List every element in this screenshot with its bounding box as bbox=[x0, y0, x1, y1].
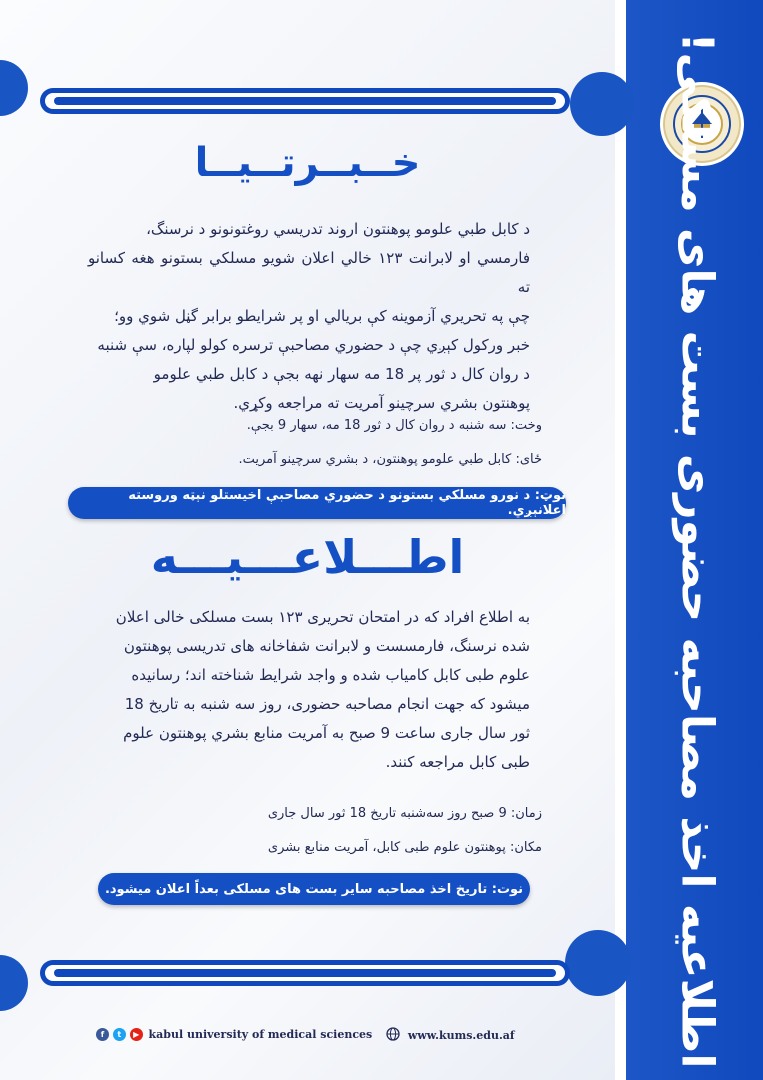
dari-place: مکان: پوهنتون علوم طبی کابل، آمریت منابع بشری bbox=[267, 840, 542, 855]
side-title: اطلاعیه اخذ مصاحبه حضوری بست های مسلکی! bbox=[671, 32, 723, 1068]
dari-paragraph bbox=[88, 603, 530, 777]
deco-bar-top bbox=[40, 88, 570, 114]
pashto-line: خبر ورکول کېږي چې د حضوري مصاحبې ترسره کولو لپاره، سې شنبه bbox=[97, 336, 530, 354]
dari-line: شده نرسنگ، فارمسست و لابرانت شفاخانه های تدریسی پوهنتون bbox=[123, 637, 530, 655]
dari-line: میشود که جهت انجام مصاحبه حضوری، روز سه شنبه به تاریخ 18 bbox=[124, 695, 530, 713]
pashto-note-pill: نوټ: د نورو مسلکي بستونو د حضوري مصاحبې اخيستلو نېټه وروسته اعلانېږي. bbox=[68, 487, 566, 519]
pashto-line: پوهنتون بشري سرچينو آمريت ته مراجعه وکړي. bbox=[233, 394, 530, 412]
dari-line: ثور سال جاری ساعت 9 صبح به آمریت منابع بشري پوهنتون علوم bbox=[123, 724, 530, 742]
pashto-time: وخت: سه شنبه د روان کال د ثور 18 مه، سهار 9 بجې. bbox=[246, 418, 542, 433]
footer bbox=[0, 1024, 615, 1046]
dari-line: طبی کابل مراجعه کنند. bbox=[385, 753, 530, 771]
pashto-line: د کابل طبي علومو پوهنتون اروند تدريسي روغتونونو د نرسنگ، bbox=[146, 220, 530, 238]
website-link[interactable]: www.kums.edu.af bbox=[407, 1029, 515, 1042]
side-title-container bbox=[652, 32, 742, 1068]
dari-heading: اطـــلاعـــیـــه bbox=[150, 530, 465, 584]
white-strip bbox=[615, 0, 626, 1080]
deco-bar-bottom bbox=[40, 960, 570, 986]
pashto-paragraph bbox=[88, 215, 530, 418]
globe-icon bbox=[386, 1027, 400, 1044]
dari-line: علوم طبی کابل کامیاب شده و واجد شرایط شناخته اند؛ رسانیده bbox=[131, 666, 530, 684]
deco-circle-bottom-right bbox=[565, 930, 631, 996]
twitter-icon[interactable]: t bbox=[113, 1028, 126, 1041]
pashto-place: ځای: کابل طبي علومو پوهنتون، د بشري سرچينو آمريت. bbox=[238, 452, 542, 467]
pashto-line: فارمسي او لابرانت ۱۲۳ خالي اعلان شويو مسلکي بستونو هغه کسانو ته bbox=[88, 249, 530, 296]
facebook-icon[interactable]: f bbox=[96, 1028, 109, 1041]
youtube-icon[interactable]: ▶ bbox=[130, 1028, 143, 1041]
dari-time: زمان: 9 صبح روز سه‌شنبه تاریخ 18 ثور سال جاری bbox=[267, 806, 542, 821]
pashto-heading: خــبــرتــیــا bbox=[194, 140, 421, 186]
dari-note-pill: نوت: تاریخ اخذ مصاحبه سایر بست های مسلکی بعداً اعلان میشود. bbox=[98, 873, 530, 905]
org-name: kabul university of medical sciences bbox=[148, 1027, 373, 1041]
dari-line: به اطلاع افراد که در امتحان تحریری ۱۲۳ بست مسلکی خالی اعلان bbox=[115, 608, 530, 626]
pashto-line: د روان کال د ثور پر 18 مه سهار نهه بجې د کابل طبي علومو bbox=[153, 365, 530, 383]
deco-circle-top-right bbox=[570, 72, 634, 136]
pashto-line: چې په تحريري آزموينه کې بريالي او پر شرايطو برابر گڼل شوي وو؛ bbox=[114, 307, 530, 325]
